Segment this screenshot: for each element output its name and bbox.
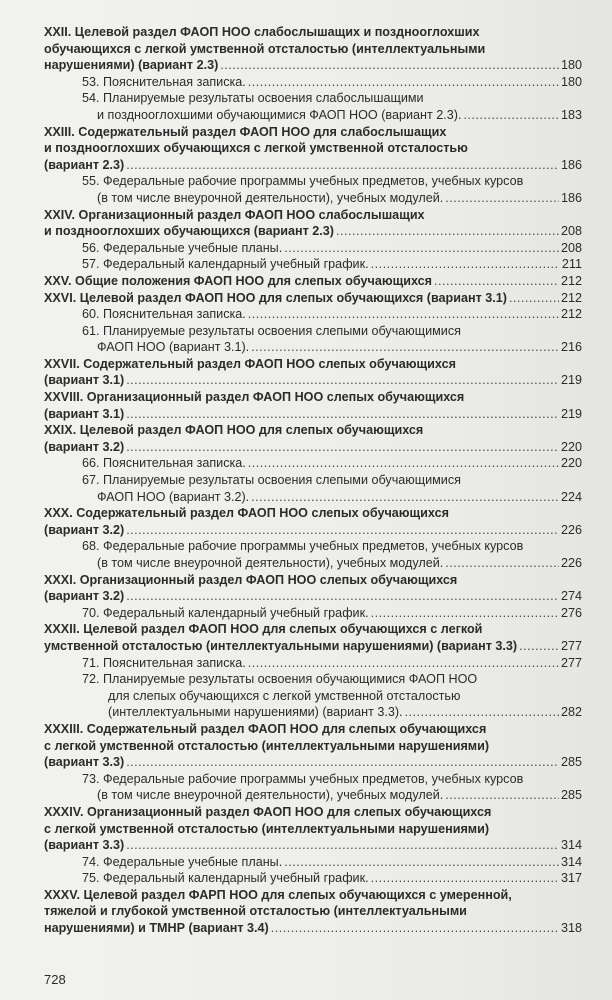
toc-section[interactable] <box>44 621 582 654</box>
section-title-text: нарушениями) и ТМНР (вариант 3.4) <box>44 921 269 936</box>
section-page-number: 318 <box>560 921 582 936</box>
toc-section[interactable] <box>44 356 582 389</box>
leader-dots <box>248 655 559 672</box>
item-line <box>44 655 582 672</box>
item-line <box>44 787 582 804</box>
toc-section[interactable] <box>44 24 582 74</box>
toc-item[interactable] <box>44 323 582 356</box>
toc-section[interactable] <box>44 389 582 422</box>
section-line <box>44 389 582 406</box>
item-line <box>44 107 582 124</box>
section-line <box>44 140 582 157</box>
section-line <box>44 754 582 771</box>
item-line <box>44 306 582 323</box>
section-line <box>44 290 582 307</box>
leader-dots <box>371 605 559 622</box>
item-title-text: ФАОП НОО (вариант 3.1). <box>97 340 250 355</box>
section-title-text: с легкой умственной отсталостью (интеллектуальными нарушениями) <box>44 738 490 753</box>
section-title-text: и позднооглохших обучающихся с легкой умственной отсталостью <box>44 141 468 156</box>
leader-dots <box>126 372 559 389</box>
section-title-text: XXXII. Целевой раздел ФАОП НОО для слепых обучающихся с легкой <box>44 622 483 637</box>
toc-item[interactable] <box>44 771 582 804</box>
toc-item[interactable] <box>44 455 582 472</box>
leader-dots <box>126 837 559 854</box>
section-page-number: 314 <box>560 838 582 853</box>
section-line <box>44 57 582 74</box>
section-page-number: 285 <box>560 755 582 770</box>
item-line <box>44 555 582 572</box>
toc-item[interactable] <box>44 472 582 505</box>
section-line <box>44 439 582 456</box>
leader-dots <box>251 339 559 356</box>
toc-item[interactable] <box>44 655 582 672</box>
toc-section[interactable] <box>44 505 582 538</box>
item-page-number: 276 <box>560 605 582 620</box>
leader-dots <box>284 240 559 257</box>
item-page-number: 212 <box>560 307 582 322</box>
item-title-text: 56. Федеральные учебные планы. <box>82 240 283 255</box>
item-line <box>44 256 582 273</box>
section-page-number: 208 <box>560 224 582 239</box>
item-line <box>44 870 582 887</box>
leader-dots <box>248 455 559 472</box>
leader-dots <box>463 107 559 124</box>
item-title-text: 71. Пояснительная записка. <box>82 655 246 670</box>
section-line <box>44 273 582 290</box>
item-line <box>44 472 582 489</box>
item-title-text: ФАОП НОО (вариант 3.2). <box>97 489 250 504</box>
toc-item[interactable] <box>44 74 582 91</box>
item-page-number: 180 <box>560 74 582 89</box>
toc-item[interactable] <box>44 538 582 571</box>
section-line <box>44 372 582 389</box>
section-title-text: XXVIII. Организационный раздел ФАОП НОО слепых обучающихся <box>44 390 465 405</box>
item-page-number: 211 <box>561 257 582 272</box>
leader-dots <box>445 190 559 207</box>
section-title-text: XXII. Целевой раздел ФАОП НОО слабослышащих и позднооглохших <box>44 25 480 39</box>
section-line <box>44 887 582 904</box>
section-title-text: XXXV. Целевой раздел ФАРП НОО для слепых обучающихся с умеренной, <box>44 887 512 902</box>
section-line <box>44 223 582 240</box>
leader-dots <box>271 920 559 937</box>
section-line <box>44 41 582 58</box>
toc-item[interactable] <box>44 240 582 257</box>
leader-dots <box>445 787 559 804</box>
item-title-text: 66. Пояснительная записка. <box>82 456 246 471</box>
item-title-text: (интеллектуальными нарушениями) (вариант 3.3). <box>108 705 403 720</box>
item-line <box>44 240 582 257</box>
leader-dots <box>248 74 559 91</box>
section-line <box>44 821 582 838</box>
toc-item[interactable] <box>44 605 582 622</box>
leader-dots <box>371 256 559 273</box>
item-line <box>44 854 582 871</box>
toc-section[interactable] <box>44 422 582 455</box>
item-line <box>44 323 582 340</box>
section-line <box>44 638 582 655</box>
item-page-number: 186 <box>560 190 582 205</box>
section-title-text: XXV. Общие положения ФАОП НОО для слепых обучающихся <box>44 273 433 288</box>
section-page-number: 212 <box>560 290 582 305</box>
section-line <box>44 157 582 174</box>
item-page-number: 314 <box>560 854 582 869</box>
section-title-text: тяжелой и глубокой умственной отсталостью (интеллектуальными <box>44 904 467 919</box>
toc-section[interactable] <box>44 124 582 174</box>
toc-section[interactable] <box>44 207 582 240</box>
section-title-text: XXIII. Содержательный раздел ФАОП НОО для слабослышащих <box>44 124 447 139</box>
item-title-text: (в том числе внеурочной деятельности), учебных модулей. <box>97 556 444 570</box>
section-title-text: XXVII. Содержательный раздел ФАОП НОО слепых обучающихся <box>44 356 456 371</box>
section-title-text: XXXI. Организационный раздел ФАОП НОО слепых обучающихся <box>44 572 458 587</box>
toc-item[interactable] <box>44 870 582 887</box>
section-line <box>44 207 582 224</box>
section-line <box>44 422 582 439</box>
section-title-text: (вариант 3.1) <box>44 406 125 421</box>
item-title-text: 55. Федеральные рабочие программы учебных предметов, учебных курсов <box>82 174 524 189</box>
section-line <box>44 505 582 522</box>
toc-item[interactable] <box>44 854 582 871</box>
toc-item[interactable] <box>44 256 582 273</box>
leader-dots <box>434 273 559 290</box>
item-page-number: 277 <box>560 655 582 670</box>
section-title-text: обучающихся с легкой умственной отсталостью (интеллектуальными <box>44 41 486 56</box>
section-line <box>44 406 582 423</box>
item-title-text: 73. Федеральные рабочие программы учебных предметов, учебных курсов <box>82 771 524 786</box>
item-title-text: 61. Планируемые результаты освоения слепыми обучающимися <box>82 323 461 338</box>
section-title-text: (вариант 3.2) <box>44 589 125 604</box>
section-page-number: 180 <box>560 58 582 73</box>
section-title-text: XXXIII. Содержательный раздел ФАОП НОО для слепых обучающихся <box>44 721 487 736</box>
item-title-text: для слепых обучающихся с легкой умственной отсталостью <box>108 688 461 703</box>
item-line <box>44 605 582 622</box>
section-line <box>44 837 582 854</box>
section-page-number: 220 <box>560 439 582 454</box>
leader-dots <box>126 754 559 771</box>
item-page-number: 208 <box>560 240 582 255</box>
section-line <box>44 903 582 920</box>
item-line <box>44 173 582 190</box>
item-title-text: 72. Планируемые результаты освоения обучающимися ФАОП НОО <box>82 672 478 687</box>
section-title-text: (вариант 3.1) <box>44 373 125 388</box>
section-title-text: XXIX. Целевой раздел ФАОП НОО для слепых обучающихся <box>44 423 424 438</box>
toc-item[interactable] <box>44 671 582 721</box>
leader-dots <box>126 588 559 605</box>
leader-dots <box>405 704 559 721</box>
item-title-text: 68. Федеральные рабочие программы учебных предметов, учебных курсов <box>82 539 524 554</box>
leader-dots <box>251 489 559 506</box>
item-page-number: 183 <box>560 107 582 122</box>
section-title-text: (вариант 2.3) <box>44 157 125 172</box>
leader-dots <box>126 522 559 539</box>
item-page-number: 226 <box>560 556 582 570</box>
item-title-text: (в том числе внеурочной деятельности), учебных модулей. <box>97 788 444 803</box>
leader-dots <box>126 406 559 423</box>
item-page-number: 220 <box>560 456 582 471</box>
item-line <box>44 74 582 91</box>
leader-dots <box>284 854 559 871</box>
leader-dots <box>248 306 559 323</box>
section-title-text: XXVI. Целевой раздел ФАОП НОО для слепых обучающихся (вариант 3.1) <box>44 290 507 305</box>
leader-dots <box>445 555 559 572</box>
section-title-text: (вариант 3.2) <box>44 522 125 537</box>
section-title-text: и позднооглохших обучающихся (вариант 2.3) <box>44 224 334 239</box>
toc-section[interactable] <box>44 290 582 307</box>
toc-section[interactable] <box>44 887 582 937</box>
section-line <box>44 356 582 373</box>
section-title-text: умственной отсталостью (интеллектуальными нарушениями) (вариант 3.3) <box>44 638 518 653</box>
section-title-text: XXX. Содержательный раздел ФАОП НОО слепых обучающихся <box>44 506 449 521</box>
page-number: 728 <box>44 972 66 987</box>
section-line <box>44 621 582 638</box>
leader-dots <box>371 870 559 887</box>
item-page-number: 317 <box>560 871 582 886</box>
leader-dots <box>126 157 559 174</box>
item-title-text: 60. Пояснительная записка. <box>82 307 246 322</box>
table-of-contents <box>44 24 582 937</box>
item-page-number: 224 <box>560 489 582 504</box>
section-title-text: (вариант 3.3) <box>44 755 125 770</box>
item-line <box>44 489 582 506</box>
toc-section[interactable] <box>44 804 582 854</box>
section-title-text: с легкой умственной отсталостью (интеллектуальными нарушениями) <box>44 821 490 836</box>
item-page-number: 216 <box>560 340 582 355</box>
toc-section[interactable] <box>44 721 582 771</box>
section-page-number: 219 <box>560 373 582 388</box>
section-title-text: нарушениями) (вариант 2.3) <box>44 58 219 73</box>
item-title-text: 57. Федеральный календарный учебный график. <box>82 257 369 272</box>
toc-item[interactable] <box>44 173 582 206</box>
item-page-number: 282 <box>560 705 582 720</box>
item-title-text: 54. Планируемые результаты освоения слабослышащими <box>82 91 424 106</box>
item-line <box>44 339 582 356</box>
leader-dots <box>519 638 559 655</box>
toc-item[interactable] <box>44 306 582 323</box>
section-line <box>44 572 582 589</box>
section-title-text: (вариант 3.2) <box>44 439 125 454</box>
section-line <box>44 522 582 539</box>
section-page-number: 219 <box>560 406 582 421</box>
item-line <box>44 190 582 207</box>
toc-item[interactable] <box>44 90 582 123</box>
item-page-number: 285 <box>560 788 582 803</box>
item-title-text: 53. Пояснительная записка. <box>82 74 246 89</box>
item-title-text: 70. Федеральный календарный учебный график. <box>82 605 369 620</box>
section-line <box>44 124 582 141</box>
section-line <box>44 738 582 755</box>
item-title-text: и позднооглохшими обучающимися ФАОП НОО (вариант 2.3). <box>97 107 462 122</box>
section-line <box>44 920 582 937</box>
item-line <box>44 455 582 472</box>
toc-section[interactable] <box>44 273 582 290</box>
item-line <box>44 538 582 555</box>
section-page-number: 212 <box>560 273 582 288</box>
section-title-text: (вариант 3.3) <box>44 838 125 853</box>
item-line <box>44 688 582 705</box>
section-page-number: 186 <box>560 157 582 172</box>
section-page-number: 274 <box>560 589 582 604</box>
section-line <box>44 721 582 738</box>
section-line <box>44 588 582 605</box>
item-line <box>44 90 582 107</box>
section-title-text: XXIV. Организационный раздел ФАОП НОО слабослышащих <box>44 207 425 222</box>
section-line <box>44 804 582 821</box>
item-title-text: 74. Федеральные учебные планы. <box>82 854 283 869</box>
item-line <box>44 704 582 721</box>
item-line <box>44 771 582 788</box>
leader-dots <box>509 290 559 307</box>
section-page-number: 226 <box>560 522 582 537</box>
leader-dots <box>336 223 559 240</box>
item-title-text: 67. Планируемые результаты освоения слепыми обучающимися <box>82 473 461 488</box>
section-page-number: 277 <box>560 638 582 653</box>
item-title-text: 75. Федеральный календарный учебный график. <box>82 871 369 886</box>
leader-dots <box>126 439 559 456</box>
item-line <box>44 671 582 688</box>
section-line <box>44 24 582 41</box>
item-title-text: (в том числе внеурочной деятельности), учебных модулей. <box>97 190 444 205</box>
toc-section[interactable] <box>44 572 582 605</box>
leader-dots <box>220 57 559 74</box>
section-title-text: XXXIV. Организационный раздел ФАОП НОО для слепых обучающихся <box>44 804 492 819</box>
